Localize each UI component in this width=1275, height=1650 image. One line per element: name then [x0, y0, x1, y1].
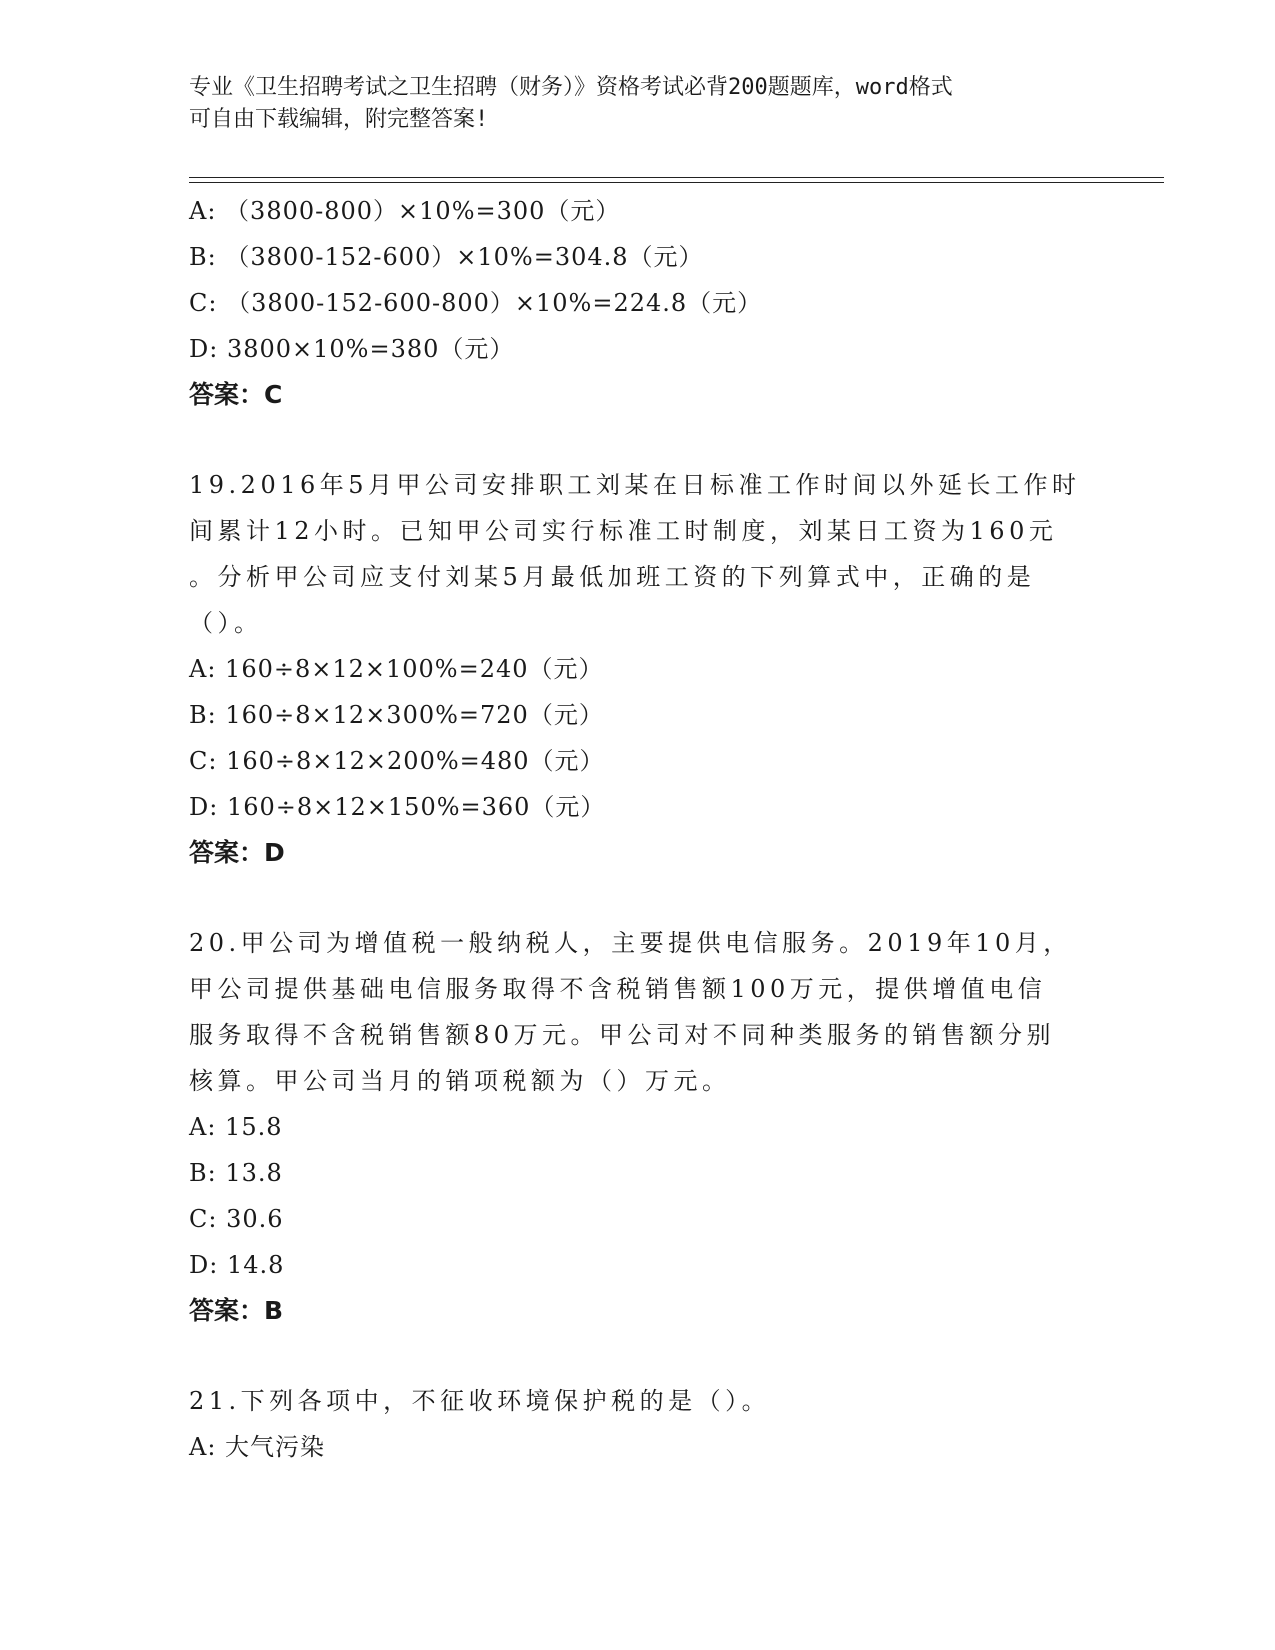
question-text-line: 。分析甲公司应支付刘某5月最低加班工资的下列算式中，正确的是	[189, 563, 1036, 591]
answer-option: C: 160÷8×12×200%=480（元）	[189, 747, 605, 775]
answer-option: C: （3800-152-600-800）×10%=224.8（元）	[189, 289, 763, 317]
page-header	[189, 72, 1089, 136]
block-spacer	[189, 1334, 1099, 1378]
question-text-line: （）。	[189, 609, 263, 637]
header-rule-bottom	[189, 182, 1164, 183]
question-block	[189, 188, 1099, 418]
answer-option: B: 160÷8×12×300%=720（元）	[189, 701, 604, 729]
question-block	[189, 462, 1099, 876]
answer-option: C: 30.6	[189, 1205, 284, 1233]
question-text-line: 甲公司提供基础电信服务取得不含税销售额100万元，提供增值电信	[189, 975, 1047, 1003]
question-text-line: 20.甲公司为增值税一般纳税人，主要提供电信服务。2019年10月，	[189, 929, 1072, 957]
correct-answer: 答案：C	[189, 380, 283, 409]
block-spacer	[189, 876, 1099, 920]
correct-answer: 答案：B	[189, 1296, 284, 1325]
question-text-line: 19.2016年5月甲公司安排职工刘某在日标准工作时间以外延长工作时	[189, 471, 1081, 499]
question-text-line: 21.下列各项中，不征收环境保护税的是（）。	[189, 1387, 771, 1415]
question-text-line: 核算。甲公司当月的销项税额为（）万元。	[189, 1067, 731, 1095]
question-block	[189, 920, 1099, 1334]
answer-option: A: 160÷8×12×100%=240（元）	[189, 655, 604, 683]
header-title-line-1: 专业《卫生招聘考试之卫生招聘（财务）》资格考试必背200题题库，word格式	[189, 75, 953, 100]
answer-option: A: （3800-800）×10%=300（元）	[189, 197, 621, 225]
question-list	[189, 188, 1099, 1470]
correct-answer: 答案：D	[189, 838, 285, 867]
answer-option: D: 160÷8×12×150%=360（元）	[189, 793, 606, 821]
question-text-line: 服务取得不含税销售额80万元。甲公司对不同种类服务的销售额分别	[189, 1021, 1056, 1049]
header-title-line-2: 可自由下载编辑，附完整答案!	[189, 107, 489, 132]
block-spacer	[189, 418, 1099, 462]
question-block	[189, 1378, 1099, 1470]
header-rule-top	[189, 177, 1164, 178]
answer-option: A: 15.8	[189, 1113, 283, 1141]
answer-option: B: 13.8	[189, 1159, 283, 1187]
answer-option: A: 大气污染	[189, 1433, 326, 1461]
answer-option: B: （3800-152-600）×10%=304.8（元）	[189, 243, 704, 271]
answer-option: D: 14.8	[189, 1251, 285, 1279]
question-text-line: 间累计12小时。已知甲公司实行标准工时制度，刘某日工资为160元	[189, 517, 1058, 545]
answer-option: D: 3800×10%=380（元）	[189, 335, 515, 363]
